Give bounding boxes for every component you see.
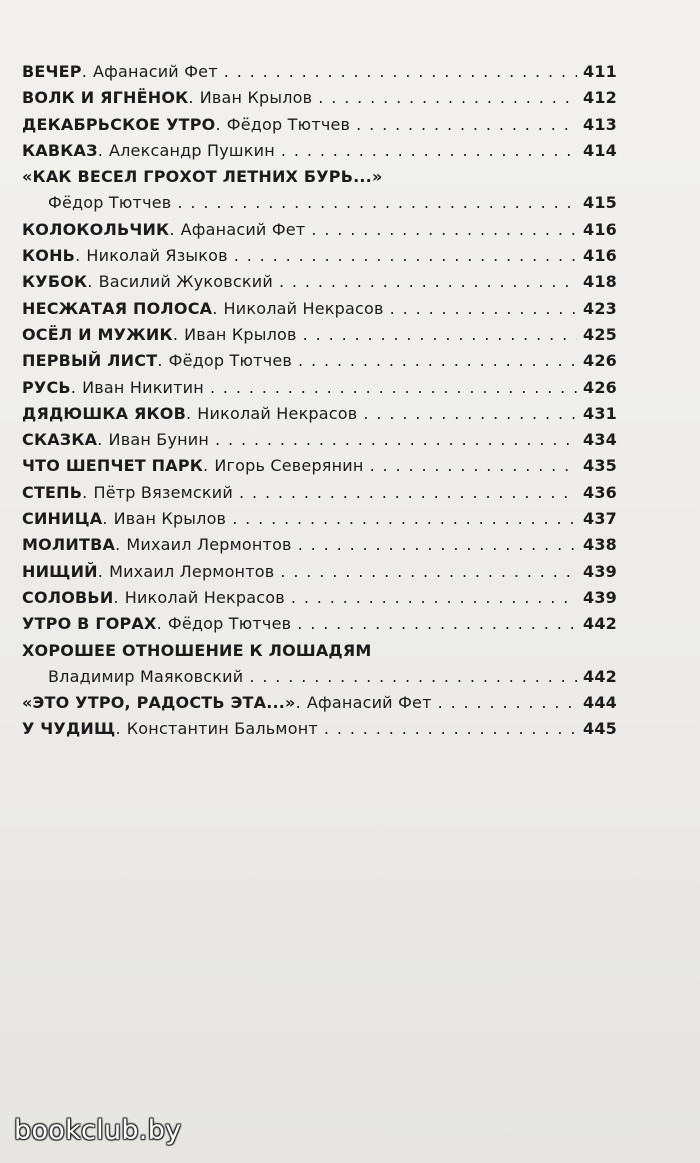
toc-entry-author: Михаил Лермонтов bbox=[109, 561, 275, 581]
title-separator: . bbox=[87, 272, 93, 292]
dot-leader bbox=[298, 532, 577, 558]
toc-entry bbox=[22, 716, 617, 742]
dot-leader bbox=[303, 322, 577, 348]
toc-entry-title: «ЭТО УТРО, РАДОСТЬ ЭТА...» bbox=[22, 693, 296, 713]
toc-entry-title: НИЩИЙ bbox=[22, 561, 98, 581]
toc-entry bbox=[22, 690, 617, 716]
toc-entry-author: Николай Некрасов bbox=[197, 403, 358, 423]
toc-entry-title: КОЛОКОЛЬЧИК bbox=[22, 219, 170, 239]
toc-entry-page-number: 439 bbox=[583, 561, 617, 581]
dot-leader bbox=[279, 269, 577, 295]
toc-entry-author: Константин Бальмонт bbox=[126, 719, 318, 739]
title-separator: . bbox=[97, 430, 103, 450]
toc-entry-title: УТРО В ГОРАХ bbox=[22, 614, 157, 634]
toc-entry-title: ДЕКАБРЬСКОЕ УТРО bbox=[22, 114, 216, 134]
dot-leader bbox=[215, 427, 577, 453]
toc-entry bbox=[22, 453, 617, 479]
toc-entry-author: Иван Бунин bbox=[108, 430, 210, 450]
toc-entry bbox=[22, 532, 617, 558]
toc-entry-title: ВОЛК И ЯГНЁНОК bbox=[22, 88, 189, 108]
toc-entry-page-number: 426 bbox=[583, 377, 617, 397]
dot-leader bbox=[281, 138, 577, 164]
toc-entry-page-number: 434 bbox=[583, 430, 617, 450]
title-separator: . bbox=[156, 614, 162, 634]
toc-entry bbox=[22, 296, 617, 322]
toc-entry bbox=[22, 401, 617, 427]
toc-entry-page-number: 411 bbox=[583, 62, 617, 81]
toc-entry-title: «КАК ВЕСЕЛ ГРОХОТ ЛЕТНИХ БУРЬ...» bbox=[22, 167, 383, 187]
toc-entry-page-number: 415 bbox=[583, 193, 617, 213]
toc-entry-author: Афанасий Фет bbox=[306, 693, 432, 713]
title-separator: . bbox=[113, 587, 119, 607]
toc-entry-title: СИНИЦА bbox=[22, 509, 103, 529]
toc-entry-author: Иван Крылов bbox=[113, 509, 227, 529]
toc-entry-author: Николай Некрасов bbox=[223, 298, 384, 318]
toc-entry-title: КУБОК bbox=[22, 272, 88, 292]
toc-entry bbox=[22, 190, 617, 216]
toc-entry bbox=[22, 269, 617, 295]
toc-entry-author: Пётр Вяземский bbox=[93, 482, 233, 502]
title-separator: . bbox=[97, 561, 104, 581]
title-separator: . bbox=[70, 377, 77, 397]
toc-entry-author: Афанасий Фет bbox=[180, 219, 306, 239]
dot-leader bbox=[297, 611, 577, 637]
toc-entry-title: ВЕЧЕР bbox=[22, 62, 82, 81]
toc-entry bbox=[22, 611, 617, 637]
toc-entry-author: Михаил Лермонтов bbox=[126, 535, 292, 555]
toc-entry bbox=[22, 375, 617, 401]
toc-entry-author: Иван Крылов bbox=[184, 324, 297, 344]
toc-entry bbox=[22, 480, 617, 506]
toc-entry-page-number: 423 bbox=[583, 298, 617, 318]
toc-entry-page-number: 442 bbox=[583, 666, 617, 686]
dot-leader bbox=[356, 112, 577, 138]
title-separator: . bbox=[172, 324, 179, 344]
dot-leader bbox=[370, 453, 577, 479]
dot-leader bbox=[291, 585, 577, 611]
toc-entry-page-number: 413 bbox=[583, 114, 617, 134]
toc-entry bbox=[22, 559, 617, 585]
toc-entry-title: ХОРОШЕЕ ОТНОШЕНИЕ К ЛОШАДЯМ bbox=[22, 640, 372, 660]
toc-entry-page-number: 444 bbox=[583, 693, 617, 713]
toc-entry-page-number: 445 bbox=[583, 719, 617, 739]
toc-entry-author: Фёдор Тютчев bbox=[48, 193, 172, 213]
toc-entry-author: Николай Языков bbox=[86, 246, 228, 266]
toc-entry-page-number: 425 bbox=[583, 324, 617, 344]
title-separator: . bbox=[102, 509, 108, 529]
table-of-contents bbox=[22, 59, 617, 743]
toc-entry-page-number: 436 bbox=[583, 482, 617, 502]
title-separator: . bbox=[81, 62, 88, 81]
toc-entry-title: МОЛИТВА bbox=[22, 535, 116, 555]
dot-leader bbox=[224, 59, 577, 85]
toc-entry-author: Афанасий Фет bbox=[93, 62, 218, 81]
toc-entry-page-number: 431 bbox=[583, 403, 617, 423]
toc-entry-title: НЕСЖАТАЯ ПОЛОСА bbox=[22, 298, 213, 318]
watermark: bookclub.by bbox=[14, 1115, 182, 1146]
toc-entry-title: КОНЬ bbox=[22, 246, 76, 266]
toc-entry-title: СОЛОВЬИ bbox=[22, 587, 114, 607]
toc-entry-author: Фёдор Тютчев bbox=[167, 614, 292, 634]
toc-entry-page-number: 426 bbox=[583, 351, 617, 371]
title-separator: . bbox=[75, 246, 81, 266]
toc-entry-title: ЧТО ШЕПЧЕТ ПАРК bbox=[22, 456, 204, 476]
toc-entry bbox=[22, 112, 617, 138]
title-separator: . bbox=[115, 719, 121, 739]
toc-entry bbox=[22, 85, 617, 111]
toc-entry-title: РУСЬ bbox=[22, 377, 71, 397]
toc-entry-title: ДЯДЮШКА ЯКОВ bbox=[22, 403, 186, 423]
toc-entry-page-number: 416 bbox=[583, 246, 617, 266]
toc-entry bbox=[22, 664, 617, 690]
toc-entry-title: СКАЗКА bbox=[22, 430, 98, 450]
toc-entry-author: Василий Жуковский bbox=[98, 272, 273, 292]
toc-entry-author: Александр Пушкин bbox=[108, 140, 275, 160]
toc-entry bbox=[22, 164, 617, 190]
toc-entry-page-number: 435 bbox=[583, 456, 617, 476]
toc-entry-author: Владимир Маяковский bbox=[48, 666, 244, 686]
toc-entry bbox=[22, 59, 617, 85]
toc-entry bbox=[22, 217, 617, 243]
toc-entry-page-number: 414 bbox=[583, 140, 617, 160]
toc-entry bbox=[22, 506, 617, 532]
toc-entry-author: Иван Никитин bbox=[82, 377, 204, 397]
dot-leader bbox=[390, 296, 577, 322]
toc-entry-title: ОСЁЛ И МУЖИК bbox=[22, 324, 173, 344]
title-separator: . bbox=[115, 535, 121, 555]
toc-entry-author: Фёдор Тютчев bbox=[226, 114, 351, 134]
toc-entry bbox=[22, 348, 617, 374]
title-separator: . bbox=[188, 88, 194, 108]
toc-entry-page-number: 412 bbox=[583, 88, 617, 108]
toc-entry-title: ПЕРВЫЙ ЛИСТ bbox=[22, 351, 158, 371]
dot-leader bbox=[177, 190, 577, 216]
title-separator: . bbox=[157, 351, 163, 371]
toc-entry bbox=[22, 638, 617, 664]
title-separator: . bbox=[212, 298, 218, 318]
toc-entry-author: Игорь Северянин bbox=[214, 456, 364, 476]
toc-entry-title: СТЕПЬ bbox=[22, 482, 83, 502]
dot-leader bbox=[318, 85, 577, 111]
toc-entry bbox=[22, 243, 617, 269]
dot-leader bbox=[311, 217, 577, 243]
toc-entry-title: У ЧУДИЩ bbox=[22, 719, 116, 739]
dot-leader bbox=[232, 506, 577, 532]
toc-entry-author: Фёдор Тютчев bbox=[168, 351, 293, 371]
toc-entry-page-number: 437 bbox=[583, 509, 617, 529]
dot-leader bbox=[324, 716, 577, 742]
toc-entry bbox=[22, 427, 617, 453]
toc-entry bbox=[22, 585, 617, 611]
toc-entry-page-number: 438 bbox=[583, 535, 617, 555]
dot-leader bbox=[239, 480, 577, 506]
toc-entry-page-number: 439 bbox=[583, 587, 617, 607]
dot-leader bbox=[234, 243, 577, 269]
dot-leader bbox=[280, 559, 577, 585]
toc-entry-author: Иван Крылов bbox=[199, 88, 313, 108]
title-separator: . bbox=[203, 456, 209, 476]
title-separator: . bbox=[97, 140, 103, 160]
title-separator: . bbox=[186, 403, 192, 423]
toc-entry-page-number: 442 bbox=[583, 614, 617, 634]
dot-leader bbox=[210, 375, 577, 401]
dot-leader bbox=[363, 401, 577, 427]
toc-entry-page-number: 418 bbox=[583, 272, 617, 292]
dot-leader bbox=[249, 664, 577, 690]
toc-entry bbox=[22, 322, 617, 348]
title-separator: . bbox=[82, 482, 88, 502]
dot-leader bbox=[298, 348, 577, 374]
title-separator: . bbox=[169, 219, 175, 239]
title-separator: . bbox=[215, 114, 221, 134]
toc-entry-page-number: 416 bbox=[583, 219, 617, 239]
title-separator: . bbox=[295, 693, 301, 713]
toc-entry-title: КАВКАЗ bbox=[22, 140, 98, 160]
toc-entry bbox=[22, 138, 617, 164]
toc-entry-author: Николай Некрасов bbox=[124, 587, 285, 607]
dot-leader bbox=[438, 690, 577, 716]
